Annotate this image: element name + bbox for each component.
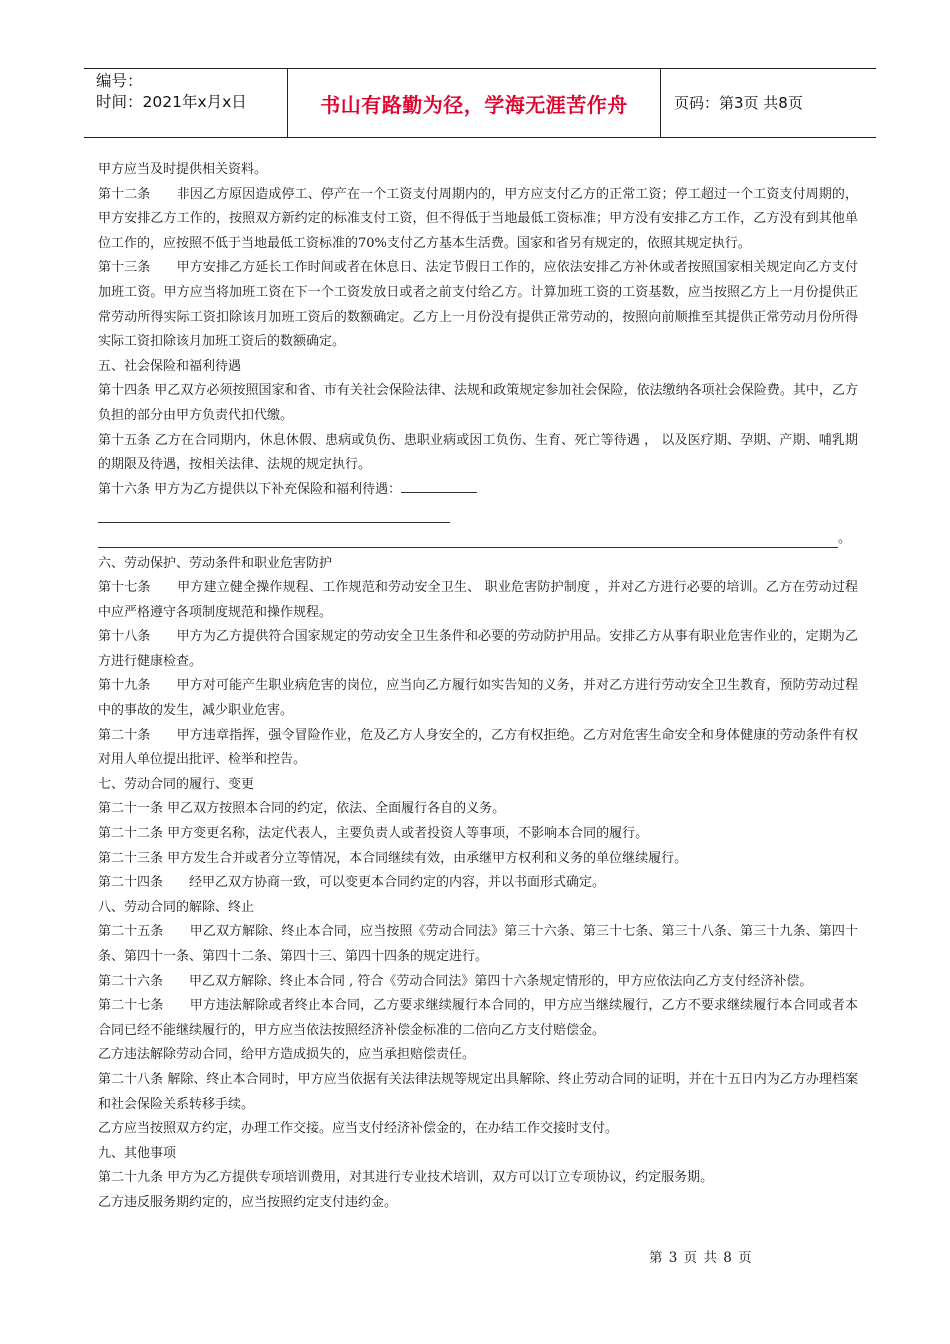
article-19: 第十九条 甲方对可能产生职业病危害的岗位，应当向乙方履行如实告知的义务，并对乙方进行劳动安全卫生教育，预防劳动过程中的事故的发生，减少职业危害。 [98, 678, 858, 719]
fill-in-underline [98, 522, 450, 523]
header-divider [660, 69, 661, 137]
paragraph: 乙方应当按照双方约定，办理工作交接。应当支付经济补偿金的，在办结工作交接时支付。 [98, 1121, 619, 1137]
fill-in-line [98, 502, 858, 527]
article-14: 第十四条 甲乙双方必须按照国家和省、市有关社会保险法律、法规和政策规定参加社会保险，依法缴纳各项社会保险费。其中，乙方负担的部分由甲方负责代扣代缴。 [98, 383, 858, 423]
page-footer: 第 3 页 共 8 页 [649, 1250, 753, 1266]
paragraph: 乙方违反服务期约定的，应当按照约定支付违约金。 [98, 1194, 398, 1210]
header-motto: 书山有路勤为径，学海无涯苦作舟 [320, 93, 628, 117]
article-18: 第十八条 甲方为乙方提供符合国家规定的劳动安全卫生条件和必要的劳动防护用品。安排乙方从事有职业危害作业的，定期为乙方进行健康检查。 [98, 629, 858, 669]
article-27: 第二十七条 甲方违法解除或者终止本合同，乙方要求继续履行本合同的，甲方应当继续履行，乙方不要求继续履行本合同或者本合同已经不能继续履行的，甲方应当依法按照经济补偿金标准的二倍向乙方支付赔偿金。 [98, 998, 858, 1038]
header-divider [287, 69, 288, 137]
article-13: 第十三条 甲方安排乙方延长工作时间或者在休息日、法定节假日工作的，应依法安排乙方补休或者按照国家相关规定向乙方支付加班工资。甲方应当将加班工资在下一个工资发放日或者之前支付给乙方。计算加班工资的工资基数，应当按照乙方上一月份提供正常劳动所得实际工资扣除该月加班工资后的数额确定。乙方上一月份没有提供正常劳动的，按照向前顺推至其提供正常劳动月份所得实际工资扣除该月加班工资后的数额确定。 [98, 260, 858, 350]
fill-in-line [98, 527, 858, 552]
section-heading: 六、劳动保护、劳动条件和职业危害防护 [98, 555, 333, 571]
article-16 [98, 478, 858, 503]
article-29: 第二十九条 甲方为乙方提供专项培训费用，对其进行专业技术培训，双方可以订立专项协议，约定服务期。 [98, 1170, 714, 1186]
fill-in-blank [401, 480, 477, 493]
header-page-code: 页码：第3页 共8页 [674, 94, 803, 112]
fill-in-end-mark: 。 [838, 530, 852, 546]
article-25: 第二十五条 甲乙双方解除、终止本合同，应当按照《劳动合同法》第三十六条、第三十七条、第三十八条、第三十九条、第四十条、第四十一条、第四十二条、第四十三、第四十四条的规定进行。 [98, 924, 858, 964]
fill-in-underline [98, 547, 838, 548]
article-17: 第十七条 甲方建立健全操作规程、工作规范和劳动安全卫生、 职业危害防护制度 ，并对乙方进行必要的培训。乙方在劳动过程中应严格遵守各项制度规范和操作规程。 [98, 580, 858, 620]
section-heading: 五、社会保险和福利待遇 [98, 358, 242, 374]
section-heading: 七、劳动合同的履行、变更 [98, 776, 255, 792]
article-16-text: 第十六条 甲方为乙方提供以下补充保险和福利待遇： [98, 481, 402, 497]
article-22: 第二十二条 甲方变更名称，法定代表人，主要负责人或者投资人等事项，不影响本合同的履行。 [98, 826, 649, 842]
paragraph: 乙方违法解除劳动合同，给甲方造成损失的，应当承担赔偿责任。 [98, 1047, 476, 1063]
document-body [98, 158, 858, 1216]
paragraph: 甲方应当及时提供相关资料。 [98, 162, 268, 177]
page-header [84, 68, 876, 138]
serial-label: 编号： [96, 72, 143, 90]
section-heading: 八、劳动合同的解除、终止 [98, 899, 255, 915]
article-15: 第十五条 乙方在合同期内，休息休假、患病或负伤、患职业病或因工负伤、生育、死亡等待遇 ， 以及医疗期、孕期、产期、哺乳期的期限及待遇，按相关法律、法规的规定执行。 [98, 432, 858, 473]
article-12: 第十二条 非因乙方原因造成停工、停产在一个工资支付周期内的，甲方应支付乙方的正常工资；停工超过一个工资支付周期的，甲方安排乙方工作的，按照双方新约定的标准支付工资，但不得低于当地最低工资标准；甲方没有安排乙方工作，乙方没有到其他单位工作的，应按照不低于当地最低工资标准的70%支付乙方基本生活费。国家和省另有规定的，依照其规定执行。 [98, 186, 858, 251]
header-info [96, 71, 247, 113]
article-24: 第二十四条 经甲乙双方协商一致，可以变更本合同约定的内容，并以书面形式确定。 [98, 875, 606, 891]
article-26: 第二十六条 甲乙双方解除、终止本合同 , 符合《劳动合同法》第四十六条规定情形的，甲方应依法向乙方支付经济补偿。 [98, 973, 813, 989]
date-label: 时间：2021年x月x日 [96, 93, 247, 111]
article-21: 第二十一条 甲乙双方按照本合同的约定，依法、全面履行各自的义务。 [98, 801, 506, 817]
section-heading: 九、其他事项 [98, 1145, 177, 1161]
article-20: 第二十条 甲方违章指挥，强令冒险作业，危及乙方人身安全的，乙方有权拒绝。乙方对危害生命安全和身体健康的劳动条件有权对用人单位提出批评、检举和控告。 [98, 727, 858, 768]
article-23: 第二十三条 甲方发生合并或者分立等情况，本合同继续有效，由承继甲方权利和义务的单位继续履行。 [98, 850, 688, 866]
article-28: 第二十八条 解除、终止本合同时，甲方应当依据有关法律法规等规定出具解除、终止劳动合同的证明，并在十五日内为乙方办理档案和社会保险关系转移手续。 [98, 1071, 858, 1112]
